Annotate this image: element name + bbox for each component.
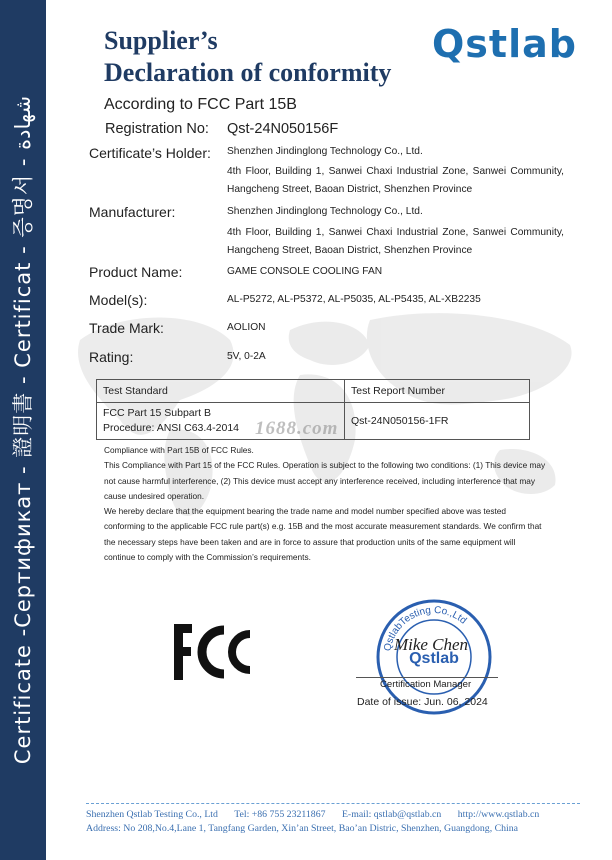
compliance-paragraph-3: We hereby declare that the equipment bearing the trade name and model number specified above was tested conforming to the applicable FCC rule part(s) e.g. 15B and the most accurate measurement standards. We confirm that the necessary steps have been taken and are in force to assure that production units of the same equipment will continue to comply with the Commission’s requirements.: [104, 506, 542, 563]
col-header-test-standard: Test Standard: [97, 380, 345, 403]
stamp-ring-text: QstlabTesting Co.,Ltd: [382, 604, 469, 653]
registration-label: Registration No:: [105, 121, 209, 137]
document-title: [104, 25, 391, 89]
product-label: Product Name:: [89, 264, 183, 280]
footer-divider: [86, 803, 580, 804]
title-line-1: Supplier’s: [104, 26, 218, 55]
footer-contact-line: [86, 809, 580, 820]
compliance-paragraph-2: This Compliance with Part 15 of the FCC Rules. Operation is subject to the following two conditions: (1) This device may not cause harmful interference, (2) This device must accept any interference received, including interference that may cause undesired operation.: [104, 460, 546, 501]
footer-web: http://www.qstlab.cn: [457, 809, 540, 820]
signature: Mike Chen: [393, 635, 469, 654]
title-line-2: Declaration of conformity: [104, 58, 392, 87]
stamp-center-text: Qstlab: [409, 650, 459, 667]
holder-name: Shenzhen Jindinglong Technology Co., Ltd.: [227, 146, 423, 157]
holder-label: Certificate’s Holder:: [89, 145, 211, 161]
model-label: Model(s):: [89, 292, 148, 308]
trademark-label: Trade Mark:: [89, 320, 164, 336]
left-sidebar-band: [0, 0, 46, 860]
col-header-report-number: Test Report Number: [345, 380, 530, 403]
rating-label: Rating:: [89, 349, 134, 365]
footer-tel: Tel: +86 755 23211867: [234, 809, 326, 820]
watermark-text: 1688.com: [255, 418, 339, 439]
certification-manager-label: Certification Manager: [380, 679, 472, 690]
rating-value: 5V, 0-2A: [227, 351, 266, 362]
compliance-statement: [104, 443, 549, 565]
report-number-cell: Qst-24N050156-1FR: [345, 403, 530, 440]
manufacturer-name: Shenzhen Jindinglong Technology Co., Ltd.: [227, 206, 423, 217]
date-of-issue: Date of issue: Jun. 06, 2024: [357, 696, 488, 708]
footer-company: Shenzhen Qstlab Testing Co., Ltd: [86, 809, 218, 820]
qstlab-logo: Qstlab: [432, 22, 577, 66]
fcc-logo: [172, 620, 256, 684]
subtitle: According to FCC Part 15B: [104, 96, 297, 113]
holder-address: 4th Floor, Building 1, Sanwei Chaxi Industrial Zone, Sanwei Community, Hangcheng Street, Baoan District, Shenzhen Province: [227, 166, 564, 195]
footer-email: E-mail: qstlab@qstlab.cn: [341, 809, 442, 820]
standard-line-2: Procedure: ANSI C63.4-2014: [103, 422, 239, 434]
sidebar-certificate-text: Certificate -Сертификат - 證明書 - Certificat - 증명서 - شهادة: [11, 95, 35, 765]
product-value: GAME CONSOLE COOLING FAN: [227, 266, 383, 277]
footer-address: Address: No 208,No.4,Lane 1, Tangfang Garden, Xin’an Street, Bao’an Distric, Shenzhen, Guangdong, China: [86, 823, 519, 834]
compliance-paragraph-1: Compliance with Part 15B of FCC Rules.: [104, 445, 254, 455]
trademark-value: AOLION: [227, 322, 266, 333]
signature-line: [356, 677, 498, 678]
manufacturer-label: Manufacturer:: [89, 204, 176, 220]
registration-value: Qst-24N050156F: [227, 121, 339, 137]
model-value: AL-P5272, AL-P5372, AL-P5035, AL-P5435, AL-XB2235: [227, 294, 481, 305]
standard-line-1: FCC Part 15 Subpart B: [103, 407, 211, 419]
table-header-row: [97, 380, 530, 403]
manufacturer-address: 4th Floor, Building 1, Sanwei Chaxi Industrial Zone, Sanwei Community, Hangcheng Street, Baoan District, Shenzhen Province: [227, 227, 564, 256]
